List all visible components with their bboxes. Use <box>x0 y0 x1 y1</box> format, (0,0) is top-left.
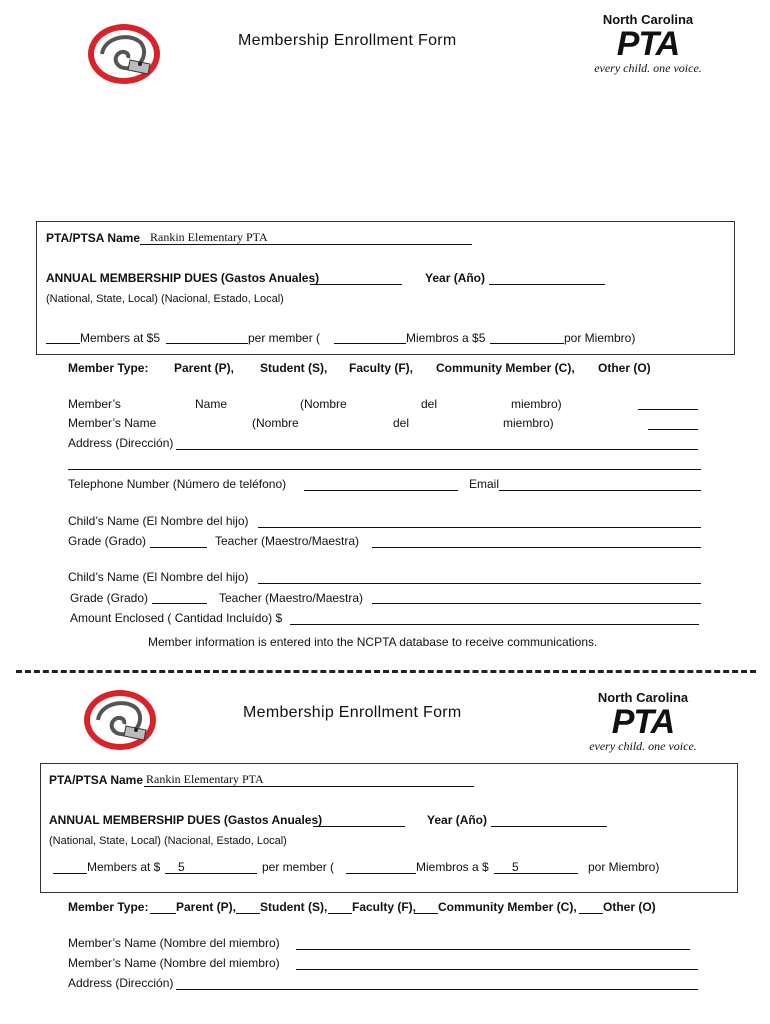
logo-nc-text: North Carolina <box>597 690 689 705</box>
year-label: Year (Año) <box>427 813 488 827</box>
type-student-check[interactable] <box>236 913 260 914</box>
miembros-a-text: Miembros a $ <box>416 860 489 874</box>
type-other[interactable]: Other (O) <box>603 900 656 914</box>
type-faculty[interactable]: Faculty (F), <box>352 900 417 914</box>
cut-line <box>16 670 756 673</box>
member-name-1-part: Name <box>195 397 228 411</box>
price-value-es: 5 <box>512 860 519 874</box>
levels-note: (National, State, Local) (Nacional, Estado, Local) <box>46 293 284 305</box>
address-field[interactable] <box>176 989 698 990</box>
type-other-check[interactable] <box>579 913 603 914</box>
per-member-text: per member ( <box>248 331 321 345</box>
pta-name-label: PTA/PTSA Name <box>46 231 141 245</box>
nc-pta-logo <box>586 12 710 76</box>
logo-pta-text: PTA <box>616 25 680 63</box>
form-title: Membership Enrollment Form <box>238 32 457 49</box>
type-community-check[interactable] <box>414 913 438 914</box>
type-student[interactable]: Student (S), <box>260 900 328 914</box>
por-miembro-text: por Miembro) <box>588 860 660 874</box>
members-at-text: Members at $5 <box>80 331 161 345</box>
address-field-2[interactable] <box>68 469 701 470</box>
member-total-field[interactable] <box>166 343 248 344</box>
price-value: 5 <box>178 860 185 874</box>
amount-field[interactable] <box>290 624 699 625</box>
per-member-text: per member ( <box>262 860 335 874</box>
member-name-2-part: miembro) <box>503 416 554 430</box>
nc-pta-logo <box>580 690 706 754</box>
price-field-es[interactable] <box>494 873 578 874</box>
por-miembro-text: por Miembro) <box>564 331 636 345</box>
member-type-label: Member Type: <box>68 361 149 375</box>
grade-1-label: Grade (Grado) <box>68 534 147 548</box>
grade-2-label: Grade (Grado) <box>70 591 149 605</box>
member-type-label: Member Type: <box>68 900 149 914</box>
type-student[interactable]: Student (S), <box>260 361 328 375</box>
member-name-2-field[interactable] <box>648 429 698 430</box>
member-name-1-part: miembro) <box>511 397 562 411</box>
miembro-count-field[interactable] <box>346 873 416 874</box>
year-field[interactable] <box>491 826 607 827</box>
member-name-2-field[interactable] <box>296 969 698 970</box>
database-note: Member information is entered into the NCPTA database to receive communications. <box>148 635 598 649</box>
child-1-field[interactable] <box>258 527 701 528</box>
pta-name-label: PTA/PTSA Name <box>49 773 144 787</box>
member-name-2-part: Member’s Name <box>68 416 157 430</box>
teacher-2-field[interactable] <box>372 603 701 604</box>
email-field[interactable] <box>499 490 701 491</box>
type-other[interactable]: Other (O) <box>598 361 651 375</box>
member-count-field[interactable] <box>46 343 80 344</box>
type-parent-check[interactable] <box>150 913 176 914</box>
member-name-1-part: Member’s <box>68 397 121 411</box>
logo-tagline: every child. one voice. <box>589 739 697 753</box>
type-faculty[interactable]: Faculty (F), <box>349 361 414 375</box>
logo-tagline: every child. one voice. <box>594 61 702 75</box>
amount-label: Amount Enclosed ( Cantidad Incluído) $ <box>70 611 283 625</box>
member-name-1-field[interactable] <box>296 949 690 950</box>
grade-1-field[interactable] <box>150 547 207 548</box>
member-name-2-label: Member’s Name (Nombre del miembro) <box>68 956 280 970</box>
type-faculty-check[interactable] <box>328 913 352 914</box>
members-at-text: Members at $ <box>87 860 161 874</box>
email-label: Email <box>469 477 500 491</box>
teacher-1-label: Teacher (Maestro/Maestra) <box>215 534 360 548</box>
member-name-1-part: (Nombre <box>300 397 347 411</box>
grade-2-field[interactable] <box>152 603 207 604</box>
dues-field[interactable] <box>310 284 402 285</box>
year-field[interactable] <box>489 284 605 285</box>
member-count-field[interactable] <box>53 873 87 874</box>
address-label: Address (Dirección) <box>68 436 174 450</box>
telephone-label: Telephone Number (Número de teléfono) <box>68 477 287 491</box>
ram-mascot-logo <box>80 686 160 754</box>
year-label: Year (Año) <box>425 271 486 285</box>
logo-pta-text: PTA <box>611 703 675 741</box>
address-field[interactable] <box>176 449 698 450</box>
type-parent[interactable]: Parent (P), <box>176 900 237 914</box>
levels-note: (National, State, Local) (Nacional, Estado, Local) <box>49 835 287 847</box>
address-label: Address (Dirección) <box>68 976 174 990</box>
pta-name-value: Rankin Elementary PTA <box>150 230 268 244</box>
dues-label: ANNUAL MEMBERSHIP DUES (Gastos Anuales) <box>46 271 320 285</box>
logo-nc-text: North Carolina <box>602 12 694 27</box>
type-parent[interactable]: Parent (P), <box>174 361 235 375</box>
teacher-2-label: Teacher (Maestro/Maestra) <box>219 591 364 605</box>
telephone-field[interactable] <box>304 490 458 491</box>
pta-name-value: Rankin Elementary PTA <box>146 772 264 786</box>
child-1-label: Child’s Name (El Nombre del hijo) <box>68 514 249 528</box>
form-title: Membership Enrollment Form <box>243 704 462 721</box>
member-name-1-field[interactable] <box>638 409 698 410</box>
miembro-count-field[interactable] <box>334 343 406 344</box>
child-2-field[interactable] <box>258 583 701 584</box>
child-2-label: Child’s Name (El Nombre del hijo) <box>68 570 249 584</box>
member-name-2-part: (Nombre <box>252 416 299 430</box>
miembro-total-field[interactable] <box>490 343 564 344</box>
type-community[interactable]: Community Member (C), <box>436 361 575 375</box>
teacher-1-field[interactable] <box>372 547 701 548</box>
dues-label: ANNUAL MEMBERSHIP DUES (Gastos Anuales) <box>49 813 323 827</box>
member-name-1-label: Member’s Name (Nombre del miembro) <box>68 936 280 950</box>
dues-field[interactable] <box>313 826 405 827</box>
ram-mascot-logo <box>84 20 164 88</box>
member-name-1-part: del <box>421 397 438 411</box>
miembros-a-text: Miembros a $5 <box>406 331 486 345</box>
type-community[interactable]: Community Member (C), <box>438 900 577 914</box>
member-name-2-part: del <box>393 416 410 430</box>
